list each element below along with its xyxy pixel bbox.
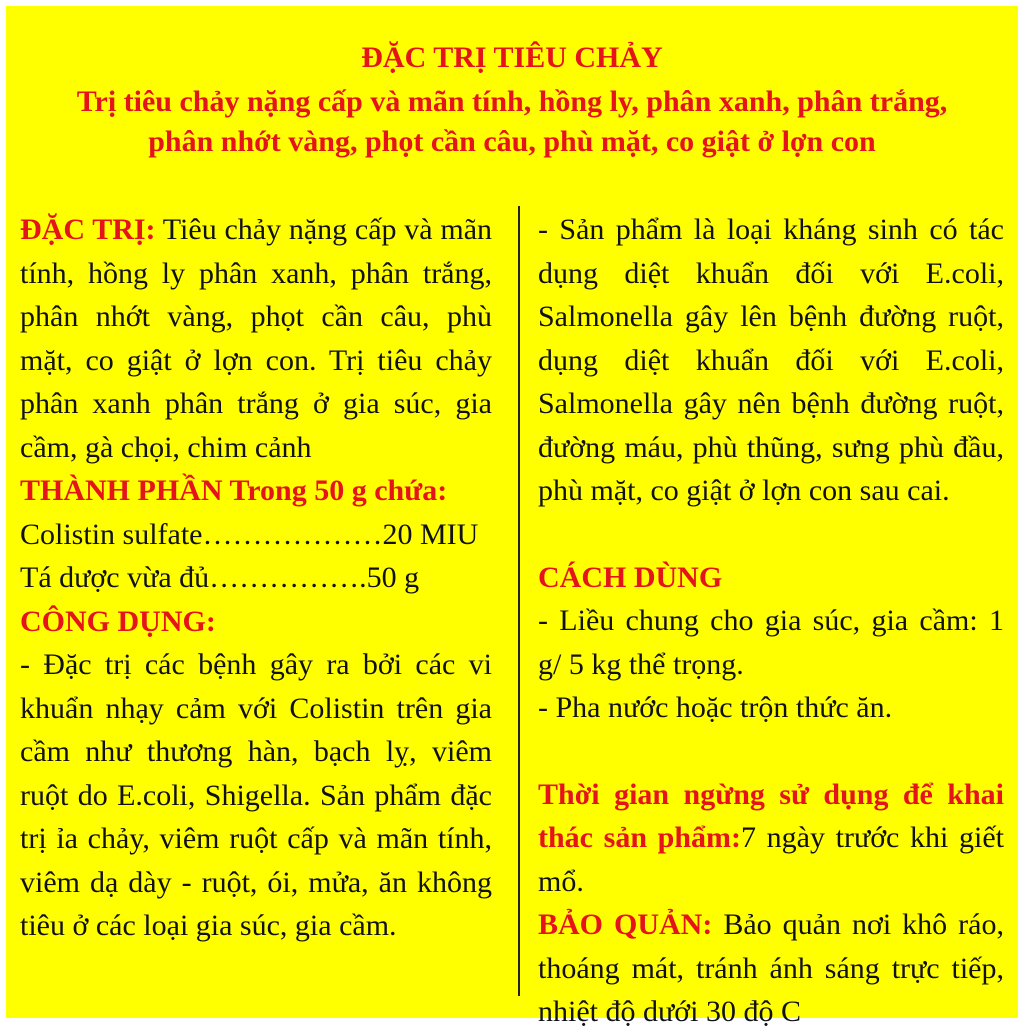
product-label <box>6 6 1018 1028</box>
cach-dung-label: CÁCH DÙNG <box>538 560 723 594</box>
dac-tri-paragraph <box>20 208 492 469</box>
cong-dung-text: - Đặc trị các bệnh gây ra bởi các vi khuẩn nhạy cảm với Colistin trên gia cầm như thương hàn, bạch lỵ, viêm ruột do E.coli, Shigella. Sản phẩm đặc trị ỉa chảy, viêm ruột cấp và mãn tính, viêm dạ dày - ruột, ói, mửa, ăn không tiêu ở các loại gia súc, gia cầm. <box>20 648 492 942</box>
column-divider <box>518 206 520 996</box>
bao-quan-text: Bảo quản nơi khô ráo, thoáng mát, tránh ánh sáng trực tiếp, nhiệt độ dưới 30 độ C <box>538 908 1004 1028</box>
spacer <box>538 730 1004 773</box>
cach-dung-dosage: - Liều chung cho gia súc, gia cầm: 1 g/ 5 kg thể trọng. <box>538 604 1004 681</box>
label-subtitle: Trị tiêu chảy nặng cấp và mãn tính, hồng ly, phân xanh, phân trắng, phân nhớt vàng, phọt cần câu, phù mặt, co giật ở lợn con <box>76 85 948 158</box>
left-column <box>20 208 492 948</box>
thanh-phan-label: THÀNH PHẦN Trong 50 g chứa: <box>20 474 448 507</box>
right-column <box>538 208 1004 1034</box>
withdrawal-paragraph <box>538 773 1004 904</box>
dac-tri-label: ĐẶC TRỊ: <box>20 213 156 246</box>
label-header <box>6 40 1018 162</box>
bao-quan-label: BẢO QUẢN: <box>538 908 713 941</box>
cong-dung-label: CÔNG DỤNG: <box>20 604 216 638</box>
cach-dung-mixing: - Pha nước hoặc trộn thức ăn. <box>538 691 893 724</box>
withdrawal-text: 7 ngày trước khi giết mổ. <box>538 821 1004 898</box>
withdrawal-label: Thời gian ngừng sử dụng để khai thác sản phẩm: <box>538 777 1004 854</box>
ingredient-colistin: Colistin sulfate………………20 MIU <box>20 517 479 551</box>
bao-quan-paragraph <box>538 903 1004 1034</box>
spacer <box>538 513 1004 556</box>
ingredient-excipient: Tá dược vừa đủ…………….50 g <box>20 561 420 594</box>
intro-text: - Sản phẩm là loại kháng sinh có tác dụng diệt khuẩn đối với E.coli, Salmonella gây lên bệnh đường ruột, dụng diệt khuẩn đối với E.coli, Salmonella gây nên bệnh đường ruột, đường máu, phù thũng, sưng phù đầu, phù mặt, co giật ở lợn con sau cai. <box>538 213 1004 507</box>
dac-tri-text: Tiêu chảy nặng cấp và mãn tính, hồng ly phân xanh, phân trắng, phân nhớt vàng, phọt cần câu, phù mặt, co giật ở lợn con. Trị tiêu chảy phân xanh phân trắng ở gia súc, gia cầm, gà chọi, chim cảnh <box>20 213 493 464</box>
label-title: ĐẶC TRỊ TIÊU CHẢY <box>361 41 663 74</box>
